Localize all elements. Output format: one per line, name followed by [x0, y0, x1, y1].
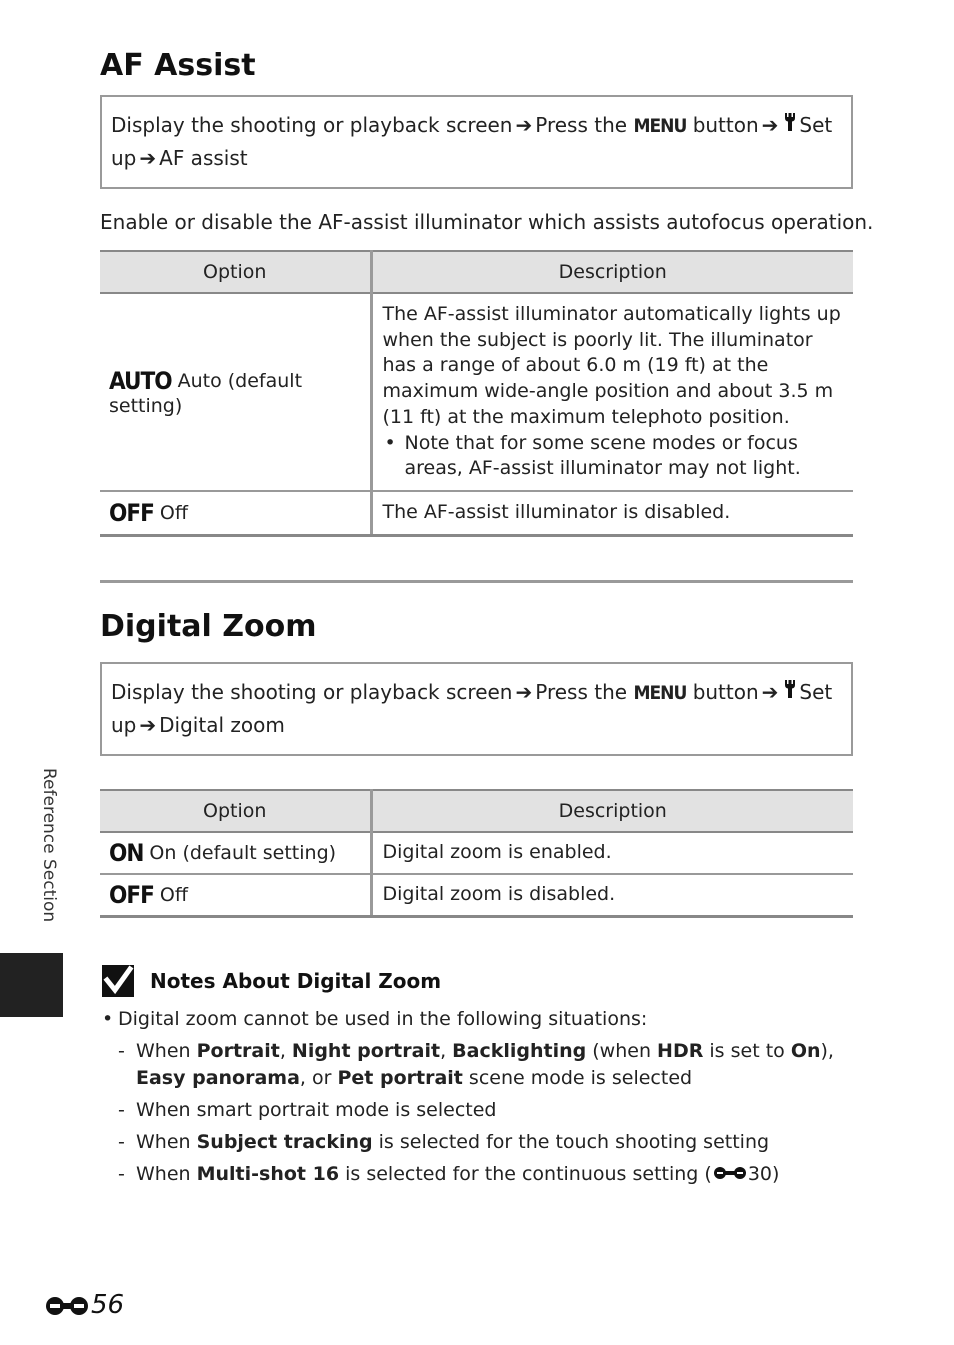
description-text: The AF-assist illuminator automatically lights up when the subject is poorly lit. The illuminator has a range of about 6.0 m (19 ft) at the maximum wide-angle position and about 3.5 m (11 ft) at the maximum telephoto position.: [382, 303, 841, 428]
on-icon: ON: [109, 839, 144, 867]
wrench-icon: [783, 109, 797, 141]
option-cell: [100, 491, 371, 535]
bold-text: Easy panorama: [136, 1067, 300, 1089]
table-row: [100, 293, 853, 491]
section-divider: [100, 580, 853, 583]
bold-text: Multi-shot 16: [196, 1163, 340, 1185]
wrench-icon: [783, 676, 797, 708]
digital-zoom-menu-path: [100, 662, 853, 756]
bold-text: Backlighting: [452, 1040, 587, 1062]
path-step-press: Press the: [535, 680, 628, 704]
bold-text: Night portrait: [291, 1040, 441, 1062]
table-row: [100, 832, 853, 874]
option-cell: [100, 832, 371, 874]
notes-list: [100, 1005, 860, 1188]
text: ): [772, 1163, 780, 1185]
description-bullets: [383, 431, 844, 482]
bold-text: On: [790, 1040, 821, 1062]
text: , or: [299, 1067, 338, 1089]
notes-header: [102, 965, 441, 997]
section-side-tab: [0, 953, 63, 1017]
text: ,: [440, 1040, 453, 1062]
text: When: [136, 1163, 197, 1185]
option-label: Auto (default setting): [109, 369, 303, 417]
table-header-row: [100, 251, 853, 293]
path-step-setup: Set up: [111, 680, 833, 737]
description-cell: Digital zoom is disabled.: [371, 874, 853, 916]
menu-button-icon: MENU: [633, 682, 687, 704]
digital-zoom-heading: Digital Zoom: [100, 609, 317, 644]
description-cell: Digital zoom is enabled.: [371, 832, 853, 874]
description-cell: The AF-assist illuminator is disabled.: [371, 491, 853, 535]
reference-section-icon: [713, 1162, 747, 1178]
col-option-header: Option: [100, 790, 371, 832]
bold-text: Subject tracking: [196, 1131, 373, 1153]
text: scene mode is selected: [462, 1067, 693, 1089]
col-description-header: Description: [371, 790, 853, 832]
col-option-header: Option: [100, 251, 371, 293]
description-bullet: • Note that for some scene modes or focus areas, AF-assist illuminator may not light.: [383, 431, 844, 482]
off-icon: OFF: [109, 498, 154, 527]
arrow-right-icon: ➔: [515, 680, 533, 704]
text: is selected for the touch shooting setting: [372, 1131, 770, 1153]
off-icon: OFF: [109, 880, 154, 909]
text: When: [136, 1131, 197, 1153]
path-step-setup: Set up: [111, 113, 833, 170]
option-cell: [100, 293, 371, 491]
option-label: Off: [159, 883, 188, 906]
path-step-display: Display the shooting or playback screen: [111, 680, 513, 704]
table-header-row: [100, 790, 853, 832]
check-mark-icon: [102, 965, 134, 997]
section-side-label: Reference Section: [39, 768, 59, 923]
af-assist-menu-path: [100, 95, 853, 189]
text: When: [136, 1040, 197, 1062]
arrow-right-icon: ➔: [139, 146, 157, 170]
menu-button-icon: MENU: [633, 115, 687, 137]
notes-sub-item: - When smart portrait mode is selected: [100, 1097, 860, 1124]
auto-icon: AUTO: [109, 366, 172, 395]
text: is selected for the continuous setting (: [339, 1163, 712, 1185]
af-assist-heading: AF Assist: [100, 48, 256, 83]
path-step-button: button: [692, 113, 759, 137]
text: ),: [820, 1040, 834, 1062]
text: (when: [586, 1040, 658, 1062]
digital-zoom-table: [100, 789, 853, 918]
af-assist-table: [100, 250, 853, 537]
bold-text: Portrait: [196, 1040, 280, 1062]
reference-section-icon: [45, 1294, 89, 1316]
notes-title: Notes About Digital Zoom: [150, 969, 442, 993]
arrow-right-icon: ➔: [139, 713, 157, 737]
bold-text: HDR: [657, 1040, 704, 1062]
text: ,: [279, 1040, 292, 1062]
path-step-display: Display the shooting or playback screen: [111, 113, 513, 137]
table-row: [100, 491, 853, 535]
notes-sub-item: [100, 1129, 860, 1156]
option-label: On (default setting): [149, 842, 337, 864]
option-cell: [100, 874, 371, 916]
notes-main-item: • Digital zoom cannot be used in the following situations:: [100, 1005, 860, 1033]
path-step-item: Digital zoom: [159, 713, 285, 737]
arrow-right-icon: ➔: [761, 680, 779, 704]
text: is set to: [703, 1040, 791, 1062]
reference-page: 30: [747, 1163, 773, 1185]
option-label: Off: [159, 501, 188, 524]
page-number-text: 56: [91, 1290, 125, 1320]
page-number: [45, 1290, 124, 1320]
description-cell: [371, 293, 853, 491]
notes-sub-item: [100, 1161, 860, 1188]
bold-text: Pet portrait: [337, 1067, 463, 1089]
path-step-item: AF assist: [159, 146, 248, 170]
arrow-right-icon: ➔: [761, 113, 779, 137]
notes-sub-item: [100, 1038, 860, 1092]
arrow-right-icon: ➔: [515, 113, 533, 137]
path-step-press: Press the: [535, 113, 628, 137]
table-row: [100, 874, 853, 916]
col-description-header: Description: [371, 251, 853, 293]
af-assist-intro: Enable or disable the AF-assist illuminator which assists autofocus operation.: [100, 210, 874, 234]
path-step-button: button: [692, 680, 759, 704]
